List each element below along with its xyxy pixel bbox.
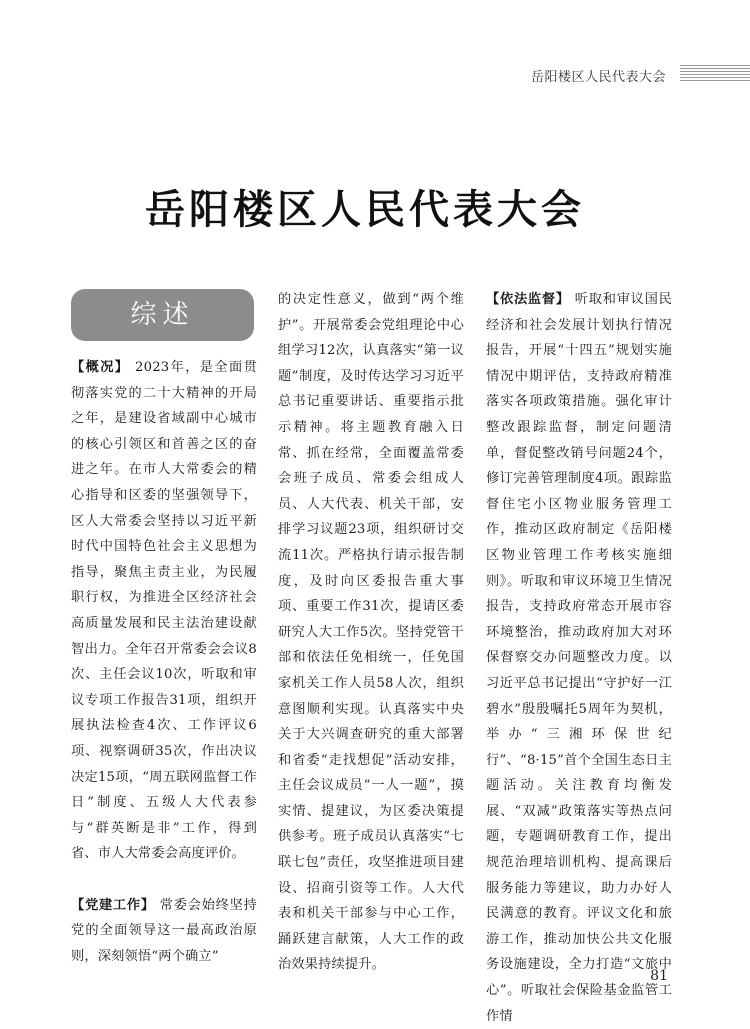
text-column-2: [278, 287, 464, 978]
paragraph-heading: 【依法监督】: [486, 292, 570, 307]
header-decoration: [680, 65, 750, 81]
page-title: 岳阳楼区人民代表大会: [145, 187, 585, 233]
paragraph-text: 常委会始终坚持党的全面领导这一最高政治原则，深刻领悟“两个确立”: [71, 897, 258, 965]
paragraph-overview: [71, 355, 257, 867]
paragraph-text: 的决定性意义，做到“两个维护”。开展常委会党组理论中心组学习12次，认真落实“第一议题”制度，及时传达学习习近平总书记重要讲话、重要指示批示精神。将主题教育融入日常、抓在经常，全面覆盖常委会班子成员、常委会组成人员、人大代表、机关干部，安排学习议题23项，组织研讨交流11次。严格执行请示报告制度，及时向区委报告重大事项、重要工作31次，提请区委研究人大工作5次。坚持党管干部和依法任免相统一，任免国家机关工作人员58人次，组织意图顺利实现。认真落实中央关于大兴调查研究的重大部署和省委“走找想促”活动安排，主任会议成员“一人一题”，摸实情、提建议，为区委决策提供参考。班子成员认真落实“七联七包”责任，攻坚推进项目建设、招商引资等工作。人大代表和机关干部参与中心工作，踊跃建言献策，人大工作的政治效果持续提升。: [278, 292, 464, 973]
paragraph-text: 2023年，是全面贯彻落实党的二十大精神的开局之年，是建设省域副中心城市的核心引领区和首善之区的奋进之年。在市人大常委会的精心指导和区委的坚强领导下，区人大常委会坚持以习近平新时代中国特色社会主义思想为指导，聚焦主责主业，为民履职行权，为推进全区经济社会高质量发展和民主法治建设献智出力。全年召开常委会会议8次、主任会议10次，听取和审议专项工作报告31项，组织开展执法检查4次、工作评议6项、视察调研35次，作出决议决定15项，“周五联网监督工作日”制度、五级人大代表参与“群英断是非”工作，得到省、市人大常委会高度评价。: [71, 360, 258, 862]
running-header: 岳阳楼区人民代表大会: [530, 70, 666, 85]
section-badge: 综述: [71, 289, 254, 341]
paragraph-heading: 【党建工作】: [71, 897, 155, 913]
paragraph-text: 听取和审议国民经济和社会发展计划执行情况报告，开展“十四五”规划实施情况中期评估，支持政府精准落实各项政策措施。强化审计整改跟踪监督，制定问题清单，督促整改销号问题24个，修订完善管理制度4项。跟踪监督住宅小区物业服务管理工作，推动区政府制定《岳阳楼区物业管理工作考核实施细则》。听取和审议环境卫生情况报告，支持政府常态开展市容环境整治，推动政府加大对环保督察交办问题整改力度。以习近平总书记提出“守护好一江碧水”殷殷嘱托5周年为契机，举办“三湘环保世纪行”、“8·15”首个全国生态日主题活动。关注教育均衡发展、“双减”政策落实等热点问题，专题调研教育工作，提出规范治理培训机构、提高课后服务能力等建议，助力办好人民满意的教育。评议文化和旅游工作，推动加快公共文化服务设施建设，全力打造“文旅中心”。听取社会保险基金监管工作情: [486, 292, 673, 1024]
text-column-1: [71, 355, 257, 970]
paragraph-supervision: [486, 287, 672, 1029]
page-number: 81: [650, 968, 668, 984]
text-column-3: [486, 287, 672, 1029]
paragraph-heading: 【概况】: [71, 360, 130, 375]
paragraph-party-building: [71, 893, 257, 970]
paragraph-party-building-cont: [278, 287, 464, 978]
